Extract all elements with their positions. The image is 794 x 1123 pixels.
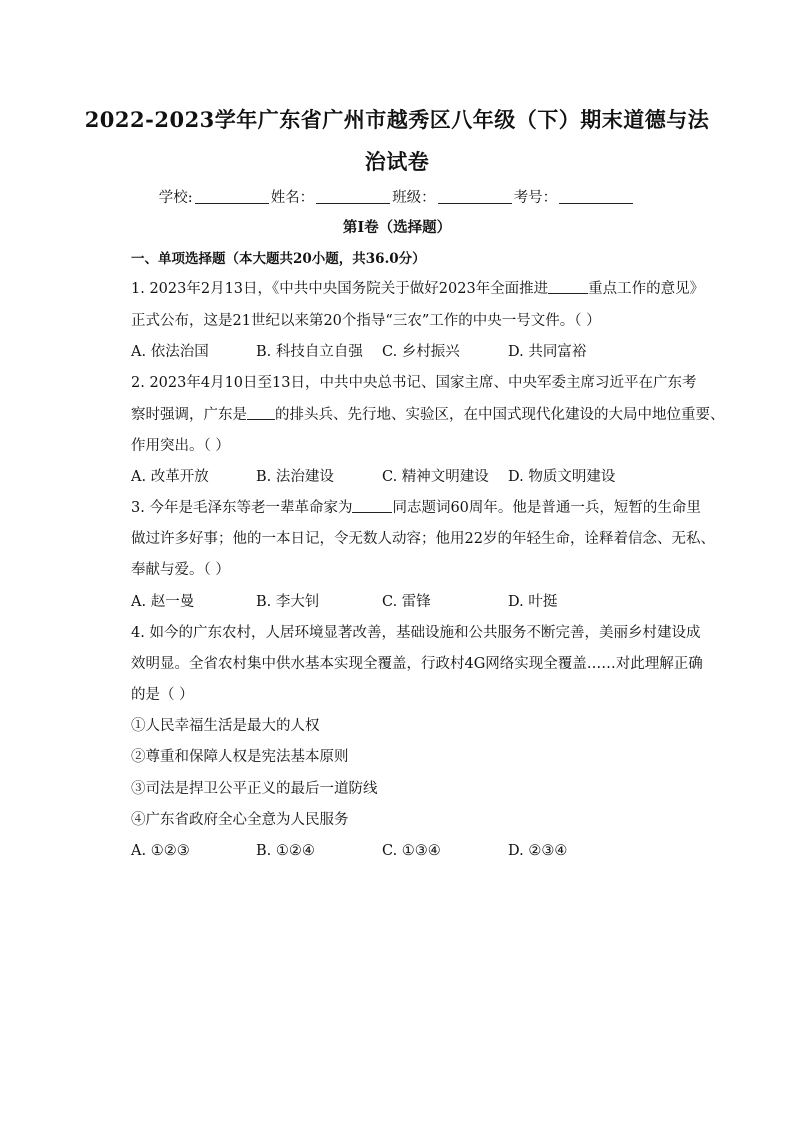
question-3-line-3: 奉献与爱。（ ） [131,562,230,578]
q4-option-a: A. ①②③ [131,843,190,859]
class-label: 班级： [392,190,436,206]
q3-option-b: B. 李大钊 [256,594,320,610]
question-4-line-1: 4. 如今的广东农村，人居环境显著改善，基础设施和公共服务不断完善，美丽乡村建设成 [131,625,701,641]
question-3-line-1: 3. 今年是毛泽东等老一辈革命家为 同志题词60周年。他是普通一兵，短暂的生命里 [131,500,701,516]
answer-blank [247,405,275,420]
exam-number-blank [559,189,633,204]
student-info-row [0,186,794,207]
q4-option-c: C. ①③④ [382,843,441,859]
q2-option-b: B. 法治建设 [256,469,334,485]
q4-statement-4: ④广东省政府全心全意为人民服务 [131,812,349,828]
q1-option-d: D. 共同富裕 [508,344,587,360]
question-3-line-2: 做过许多好事；他的一本日记，令无数人动容；他用22岁的年轻生命，诠释着信念、无私、 [131,531,715,547]
school-label: 学校: [158,190,193,206]
class-blank [438,189,512,204]
q4-option-d: D. ②③④ [508,843,568,859]
exam-title-line-2: 治试卷 [364,149,430,174]
question-2-line-2: 察时强调，广东是 的排头兵、先行地、实验区，在中国式现代化建设的大局中地位重要、 [131,407,725,423]
question-2-line-3: 作用突出。（ ） [131,438,230,454]
q3-option-d: D. 叶挺 [508,594,558,610]
question-1-line-2: 正式公布，这是21世纪以来第20个指导“三农”工作的中央一号文件。（ ） [131,313,601,329]
q2-option-d: D. 物质文明建设 [508,469,616,485]
question-4-line-3: 的是（ ） [131,687,194,703]
q3-option-c: C. 雷锋 [382,594,431,610]
q4-option-b: B. ①②④ [256,843,315,859]
q4-statement-1: ①人民幸福生活是最大的人权 [131,718,320,734]
q2-option-a: A. 改革开放 [131,469,209,485]
exam-title-line-1: 2022-2023学年广东省广州市越秀区八年级（下）期末道德与法 [84,107,710,132]
q1-option-b: B. 科技自立自强 [256,344,363,360]
q2-option-c: C. 精神文明建设 [382,469,489,485]
question-1-line-1: 1. 2023年2月13日，《中共中央国务院关于做好2023年全面推进 重点工作的意见》 [131,281,705,297]
q3-option-a: A. 赵一曼 [131,594,195,610]
volume-heading: 第I卷（选择题） [342,219,452,236]
exam-number-label: 考号： [513,190,558,206]
question-4-line-2: 效明显。全省农村集中供水基本实现全覆盖，行政村4G网络实现全覆盖……对此理解正确 [131,656,703,672]
question-2-line-1: 2. 2023年4月10日至13日，中共中央总书记、国家主席、中央军委主席习近平在广东考 [131,375,697,391]
name-blank [316,189,390,204]
q4-statement-3: ③司法是捍卫公平正义的最后一道防线 [131,781,378,797]
answer-blank [548,279,588,294]
answer-blank [352,498,392,513]
section-heading: 一、单项选择题（本大题共20小题，共36.0分） [131,251,426,267]
name-label: 姓名： [270,190,315,206]
q1-option-c: C. 乡村振兴 [382,344,460,360]
q4-statement-2: ②尊重和保障人权是宪法基本原则 [131,749,349,765]
q1-option-a: A. 依法治国 [131,344,209,360]
school-blank [195,189,269,204]
